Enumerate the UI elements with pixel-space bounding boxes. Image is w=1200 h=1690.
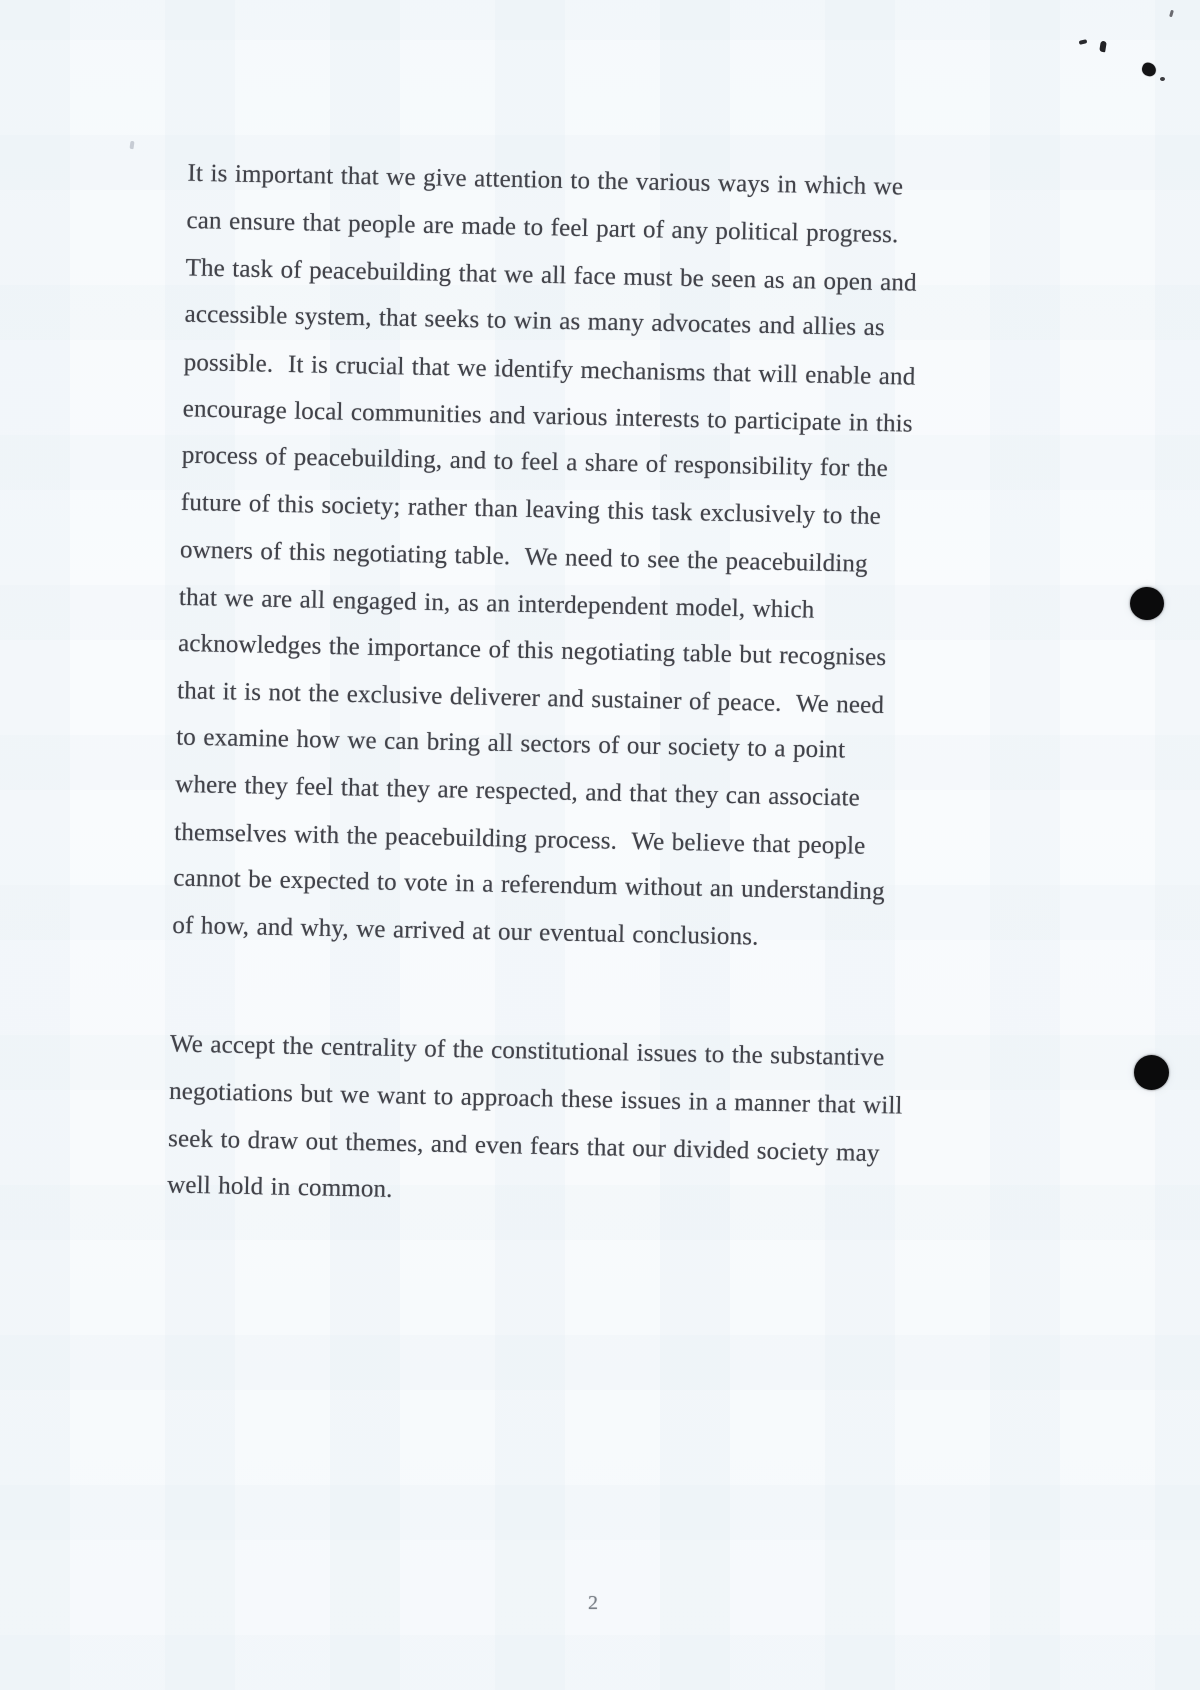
ink-speck bbox=[1079, 39, 1088, 45]
ink-speck bbox=[1099, 41, 1107, 53]
ink-speck bbox=[129, 141, 134, 149]
text-line: process of peacebuilding, and to feel a share of responsibility for the bbox=[181, 441, 889, 483]
text-line: It is important that we give attention to the various ways in which we bbox=[187, 159, 904, 201]
text-line: accessible system, that seeks to win as many advocates and allies as bbox=[184, 300, 886, 342]
hole-punch-mark-bottom bbox=[1134, 1055, 1169, 1090]
text-line: The task of peacebuilding that we all face must be seen as an open and bbox=[185, 254, 917, 297]
page-number: 2 bbox=[588, 1592, 598, 1614]
text-line: cannot be expected to vote in a referendum without an understanding bbox=[173, 864, 885, 906]
text-line: seek to draw out themes, and even fears that our divided society may bbox=[167, 1125, 880, 1168]
text-line: that we are all engaged in, as an interdependent model, which bbox=[178, 583, 815, 624]
text-line: We accept the centrality of the constitutional issues to the substantive bbox=[169, 1030, 885, 1072]
document-body bbox=[167, 150, 922, 1224]
paragraph-peacebuilding bbox=[172, 150, 921, 964]
paragraph-constitutional-issues bbox=[167, 1021, 904, 1224]
text-line: acknowledges the importance of this negotiating table but recognises bbox=[177, 629, 887, 672]
text-line: of how, and why, we arrived at our eventual conclusions. bbox=[172, 911, 759, 951]
text-line: themselves with the peacebuilding process. We believe that people bbox=[174, 818, 866, 860]
ink-speck bbox=[1160, 77, 1165, 81]
text-line: to examine how we can bring all sectors of our society to a point bbox=[175, 723, 846, 764]
text-line: possible. It is crucial that we identify mechanisms that will enable and bbox=[183, 348, 916, 391]
text-line: where they feel that they are respected, and that they can associate bbox=[174, 770, 861, 812]
ink-speck bbox=[1140, 61, 1157, 78]
text-line: that it is not the exclusive deliverer and sustainer of peace. We need bbox=[176, 677, 885, 720]
text-line: encourage local communities and various interests to participate in this bbox=[182, 395, 913, 438]
text-line: negotiations but we want to approach these issues in a manner that will bbox=[168, 1077, 903, 1120]
hole-punch-mark-top bbox=[1130, 587, 1164, 620]
text-line: owners of this negotiating table. We need to see the peacebuilding bbox=[179, 536, 868, 578]
text-line: future of this society; rather than leaving this task exclusively to the bbox=[180, 488, 882, 530]
text-line: can ensure that people are made to feel part of any political progress. bbox=[186, 206, 899, 249]
text-line: well hold in common. bbox=[166, 1171, 393, 1203]
ink-speck bbox=[1169, 10, 1174, 18]
